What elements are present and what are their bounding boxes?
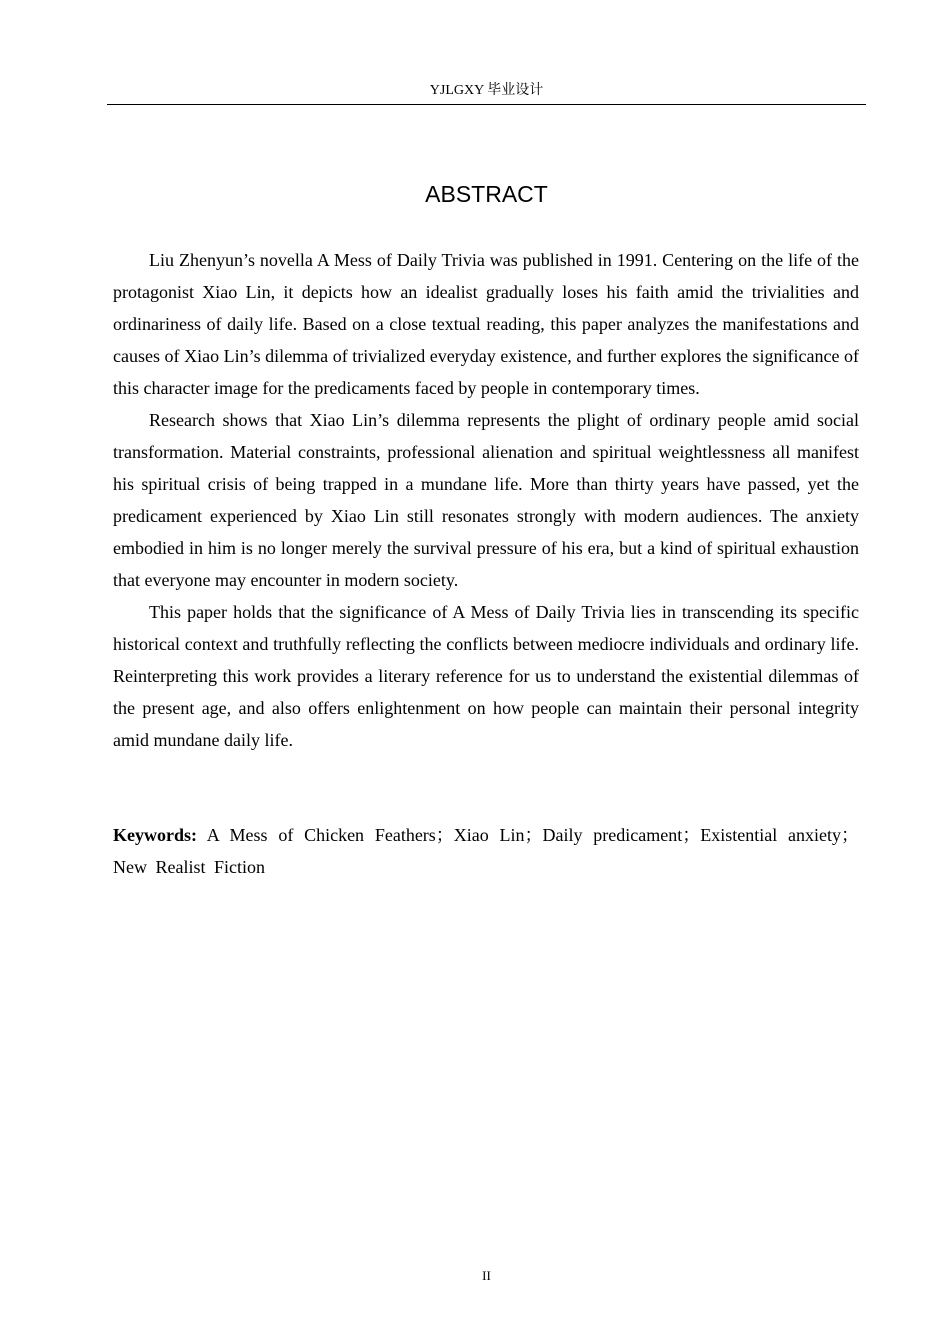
keywords-line <box>113 819 859 883</box>
abstract-title: ABSTRACT <box>425 181 548 207</box>
page-header: YJLGXY 毕业设计 <box>429 83 544 98</box>
abstract-paragraph-1: Liu Zhenyun’s novella A Mess of Daily Trivia was published in 1991. Centering on the life of the protagonist Xiao Lin, it depicts how an idealist gradually loses his faith amid the trivialities and ordinariness of daily life. Based on a close textual reading, this paper analyzes the manifestations and causes of Xiao Lin’s dilemma of trivialized everyday existence, and further explores the significance of this character image for the predicaments faced by people in contemporary times. <box>113 250 859 398</box>
keywords-text: A Mess of Chicken Feathers；Xiao Lin；Daily predicament；Existential anxiety；New Realist Fiction <box>113 825 859 877</box>
header-divider <box>107 104 866 105</box>
abstract-paragraph-2: Research shows that Xiao Lin’s dilemma represents the plight of ordinary people amid social transformation. Material constraints, professional alienation and spiritual weightlessness all manifest his spiritual crisis of being trapped in a mundane life. More than thirty years have passed, yet the predicament experienced by Xiao Lin still resonates strongly with modern audiences. The anxiety embodied in him is no longer merely the survival pressure of his era, but a kind of spiritual exhaustion that everyone may encounter in modern society. <box>113 410 859 590</box>
page-number: II <box>482 1268 491 1283</box>
keywords-label: Keywords: <box>113 825 197 845</box>
abstract-paragraph-3: This paper holds that the significance of A Mess of Daily Trivia lies in transcending its specific historical context and truthfully reflecting the conflicts between mediocre individuals and ordinary life. Reinterpreting this work provides a literary reference for us to understand the existential dilemmas of the present age, and also offers enlightenment on how people can maintain their personal integrity amid mundane daily life. <box>113 602 859 750</box>
abstract-body <box>113 244 859 756</box>
